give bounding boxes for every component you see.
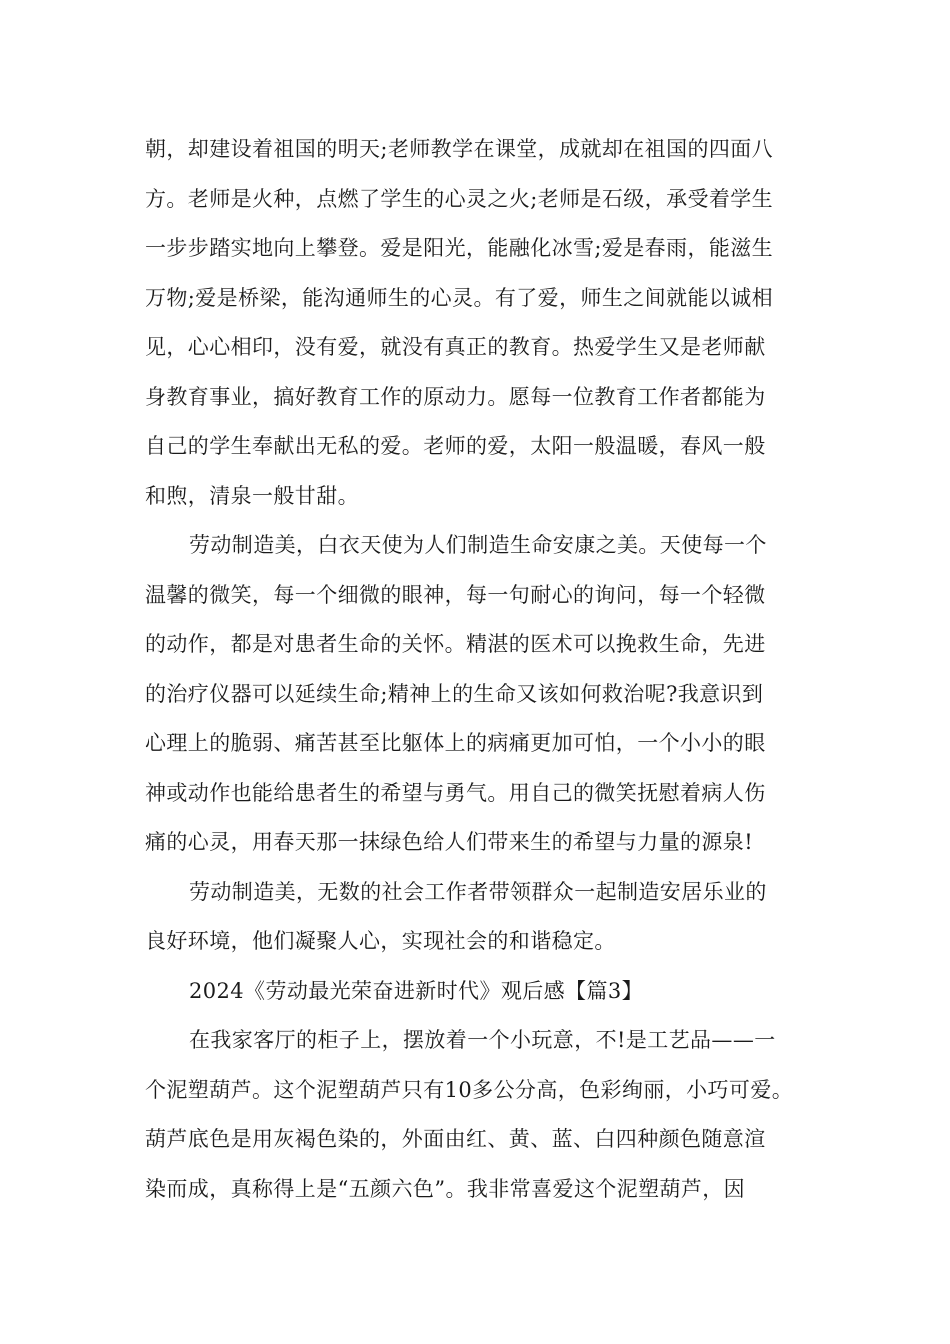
text-line: 神或动作也能给患者生的希望与勇气。用自己的微笑抚慰着病人伤 [145,780,766,805]
text-line: 心理上的脆弱、痛苦甚至比躯体上的病痛更加可怕，一个小小的眼 [145,731,766,755]
text-line: 的动作，都是对患者生命的关怀。精湛的医术可以挽救生命，先进 [145,632,766,656]
text-line: 见，心心相印，没有爱，就没有真正的教育。热爱学生又是老师献 [145,335,766,359]
text-line: 朝，却建设着祖国的明天;老师教学在课堂，成就却在祖国的四面八 [145,137,774,161]
text-line: 一步步踏实地向上攀登。爱是阳光，能融化冰雪;爱是春雨，能滋生 [145,236,774,260]
text-line: 和煦，清泉一般甘甜。 [145,483,359,508]
text-line: 的治疗仪器可以延续生命;精神上的生命又该如何救治呢?我意识到 [145,681,764,706]
text-line: 方。老师是火种，点燃了学生的心灵之火;老师是石级，承受着学生 [145,186,774,211]
text-line: 自己的学生奉献出无私的爱。老师的爱，太阳一般温暖，春风一般 [145,434,766,458]
text-line: 温馨的微笑，每一个细微的眼神，每一句耐心的询问，每一个轻微 [145,582,766,607]
text-line: 痛的心灵，用春天那一抹绿色给人们带来生的希望与力量的源泉! [145,830,754,854]
paragraph-start-line: 劳动制造美，白衣天使为人们制造生命安康之美。天使每一个 [189,533,767,557]
paragraph-start-line: 劳动制造美，无数的社会工作者带领群众一起制造安居乐业的 [189,879,767,904]
text-line: 染而成，真称得上是“五颜六色”。我非常喜爱这个泥塑葫芦，因 [145,1176,746,1201]
text-line: 良好环境，他们凝聚人心，实现社会的和谐稳定。 [145,929,616,953]
text-line: 身教育事业，搞好教育工作的原动力。愿每一位教育工作者都能为 [145,384,766,409]
paragraph-start-line: 在我家客厅的柜子上，摆放着一个小玩意，不!是工艺品——一 [189,1028,776,1052]
text-line: 万物;爱是桥梁，能沟通师生的心灵。有了爱，师生之间就能以诚相 [145,285,774,310]
text-line: 葫芦底色是用灰褐色染的，外面由红、黄、蓝、白四种颜色随意渲 [145,1127,766,1151]
text-line: 个泥塑葫芦。这个泥塑葫芦只有10多公分高，色彩绚丽，小巧可爱。 [145,1077,794,1102]
document-body [145,125,810,1214]
section-heading: 2024《劳动最光荣奋进新时代》观后感【篇3】 [189,978,644,1003]
